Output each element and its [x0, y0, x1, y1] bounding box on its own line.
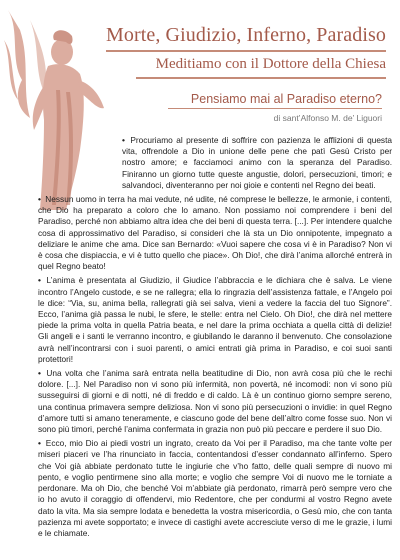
- header: [86, 24, 386, 79]
- bullet-icon: •: [38, 368, 41, 379]
- article-title: Pensiamo mai al Paradiso eterno?: [190, 92, 382, 106]
- bullet-icon: •: [122, 135, 125, 145]
- article-author: di sant’Alfonso M. de’ Liguori: [273, 113, 382, 123]
- bullet-icon: •: [38, 194, 41, 205]
- paragraph: [38, 135, 392, 191]
- article-body: [38, 135, 392, 542]
- subtitle-divider: [136, 77, 386, 79]
- paragraph: [38, 275, 392, 365]
- paragraph-text: Una volta che l’anima sarà entrata nella beatitudine di Dio, non avrà cosa più che le rechi dolore. [...]. Nel Paradiso non vi sono più infermità, non povertà, né incomodi: non vi sono più susseguirsi di giorni e di notti, né di freddo e di caldo. Là è un continuo giorno sempre sereno, una continua primavera sempre deliziosa. Non vi sono più persecuzioni o invidie: in quel Regno d’amore tutti si amano teneramente, e ciascuno gode del bene dell’altro come fosse suo. Non vi sono più timori, perché l’anima confermata in grazia non può più peccare e perdere il suo Dio.: [38, 368, 392, 435]
- bullet-icon: •: [38, 275, 41, 286]
- paragraph: [38, 194, 392, 272]
- bullet-icon: •: [38, 438, 41, 449]
- paragraph: [38, 438, 392, 539]
- article-title-divider: [168, 108, 382, 109]
- main-title: Morte, Giudizio, Inferno, Paradiso: [105, 24, 386, 46]
- paragraph-text: Ecco, mio Dio ai piedi vostri un ingrato, creato da Voi per il Paradiso, ma che tante volte per miseri piaceri ve l’ha rinunciato in faccia, contentandosi d’esser condannato all’inferno. Spero che Voi già abbiate perdonato tutte le ingiurie che v’ho fatto, delle quali sempre di nuovo mi pento, e voglio pentirmene sino alla morte; e voglio che sempre Voi di nuovo me le torniate a perdonare. Ma oh Dio, che benché Voi m’abbiate già perdonato, rimarrà però sempre vero che io ho avuto il coraggio di offendervi, mio Redentore, che per condurmi al vostro Regno avete dato la vita. Ma sia sempre lodata e benedetta la vostra misericordia, o Gesù mio, che con tanta pazienza mi avete sopportato; e invece di castighi avete accresciute verso di me le grazie, i lumi e le chiamate.: [38, 438, 393, 538]
- subtitle: Meditiamo con il Dottore della Chiesa: [155, 56, 386, 72]
- article-header: [168, 92, 382, 123]
- paragraph-text: Nessun uomo in terra ha mai vedute, né udite, né comprese le bellezze, le armonie, i contenti, che Dio ha preparato a coloro che lo amano. Non possiamo noi comprendere i beni del Paradiso, perché non abbiamo altra idea che dei beni di questa terra. [...]. Per intendere qualche cosa di approssimativo del Paradiso, si consideri che là sta un Dio onnipotente, impegnato a deliziare le anime che ama. Dice san Bernardo: «Vuoi sapere che cosa vi è in Paradiso? Non vi è cosa che dispiaccia, e vi è tutto quello che piace». Oh Dio!, che dirà l’anima allorché entrerà in quel Regno beato!: [38, 194, 392, 272]
- paragraph-text: L’anima è presentata al Giudizio, il Giudice l’abbraccia e le dichiara che è salva. Le viene incontro l’Angelo custode, e se ne rallegra; ella lo ringrazia dell’assistenza fattale, e l’Angelo poi le dice: “Via, su, anima bella, rallegrati già sei salva, vieni a vedere la faccia del tuo Signore”. Ecco, l’anima già passa le nubi, le sfere, le stelle: entra nel Cielo. Oh Dio!, che dirà nel mettere piede la prima volta in quella Patria beata, e nel dare la prima occhiata a quella città di delizie! Gli angeli e i santi le verranno incontro, e giubilando le daranno il benvenuto. Che consolazione avrà nell’incontrarsi con i suoi parenti, o amici entrati già prima in Paradiso, e coi suoi santi protettori!: [38, 275, 392, 364]
- title-divider: [106, 50, 386, 52]
- paragraph: [38, 368, 392, 435]
- paragraph-text: Procuriamo al presente di soffrire con pazienza le afflizioni di questa vita, offrendole a Dio in unione delle pene che patì Gesù Cristo per nostro amore; e facciamoci animo con la speranza del Paradiso. Finiranno un giorno tutte queste angustie, dolori, persecuzioni, timori; e salvandoci, diventeranno per noi gioie e contenti nel Regno dei beati.: [122, 135, 393, 190]
